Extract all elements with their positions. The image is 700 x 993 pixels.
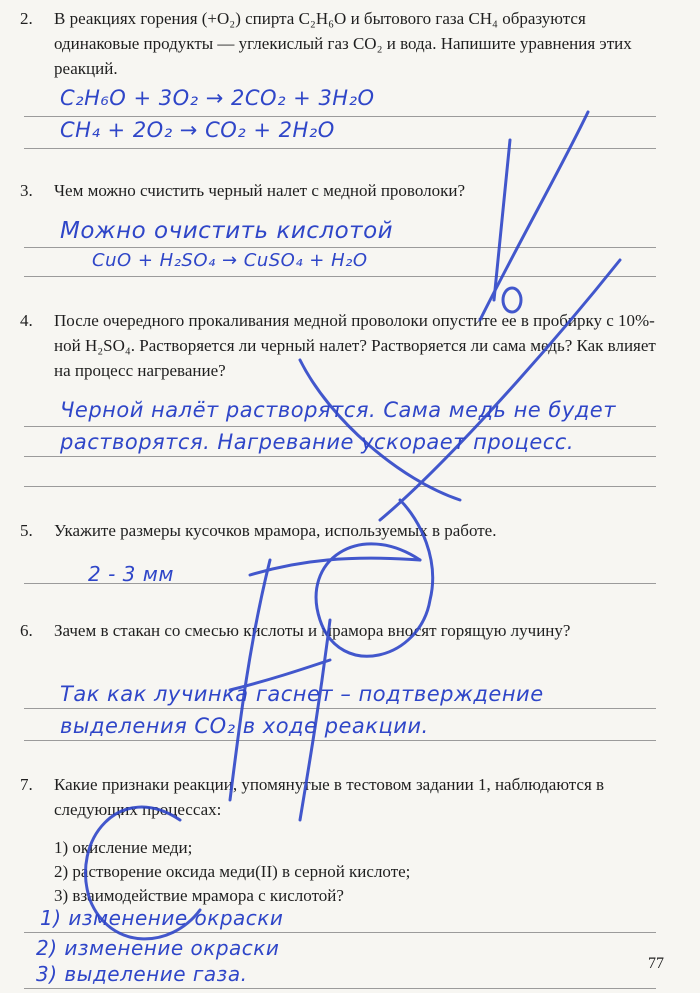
handwritten-answer: Так как лучинка гаснет – подтверждение: [60, 682, 544, 706]
question-4: [20, 308, 660, 383]
handwritten-answer: C₂H₆O + 3O₂ → 2CO₂ + 3H₂O: [60, 86, 375, 110]
answer-line: [24, 988, 656, 989]
handwritten-answer: 1) изменение окраски: [40, 906, 284, 930]
handwritten-answer: CuO + H₂SO₄ → CuSO₄ + H₂O: [92, 250, 368, 271]
answer-line: [24, 426, 656, 427]
option-item: 3) взаимодействие мрамора с кислотой?: [54, 886, 344, 905]
handwritten-answer: 2) изменение окраски: [36, 936, 280, 960]
question-number: 4.: [20, 311, 33, 330]
answer-line: [24, 932, 656, 933]
question-text: Зачем в стакан со смесью кислоты и мрамора вносят горящую лучину?: [54, 621, 571, 640]
question-number: 3.: [20, 181, 33, 200]
question-7: [20, 772, 660, 822]
question-2: [20, 6, 660, 81]
question-number: 5.: [20, 521, 33, 540]
answer-line: [24, 148, 656, 149]
question-number: 6.: [20, 621, 33, 640]
answer-line: [24, 276, 656, 277]
answer-line: [24, 486, 656, 487]
handwritten-answer: Можно очистить кислотой: [60, 218, 394, 244]
answer-line: [24, 456, 656, 457]
answer-line: [24, 740, 656, 741]
handwritten-answer: выделения CO₂ в ходе реакции.: [60, 714, 429, 738]
question-6: [20, 618, 660, 643]
option-item: 1) окисление меди;: [54, 838, 193, 857]
question-text: Какие признаки реакции, упомянутые в тестовом задании 1, наблюдаются в следующих процессах:: [54, 775, 605, 819]
handwritten-answer: Черной налёт растворятся. Сама медь не будет: [60, 398, 616, 422]
answer-line: [24, 583, 656, 584]
answer-line: [24, 247, 656, 248]
question-3: [20, 178, 660, 203]
handwritten-answer: растворятся. Нагревание ускорает процесс.: [60, 430, 575, 454]
answer-line: [24, 116, 656, 117]
question-text: В реакциях горения (+O₂) спирта C₂H₆O и бытового газа CH₄ образуются одинаковые продукты — углекислый газ CO₂ и вода. Напишите уравнения этих реакций.: [54, 9, 632, 78]
option-item: 2) растворение оксида меди(II) в серной кислоте;: [54, 862, 411, 881]
question-number: 7.: [20, 775, 33, 794]
question-number: 2.: [20, 9, 33, 28]
handwritten-answer: 3) выделение газа.: [36, 962, 248, 986]
question-text: После очередного прокаливания медной проволоки опустите ее в пробирку с 10%-ной H₂SO₄. Растворяется ли черный налет? Растворяется ли сама медь? Как влияет на процесс нагревание?: [54, 311, 656, 380]
answer-line: [24, 708, 656, 709]
question-5: [20, 518, 660, 543]
question-text: Чем можно счистить черный налет с медной проволоки?: [54, 181, 465, 200]
handwritten-answer: 2 - 3 мм: [88, 562, 174, 586]
question-text: Укажите размеры кусочков мрамора, используемых в работе.: [54, 521, 497, 540]
handwritten-answer: CH₄ + 2O₂ → CO₂ + 2H₂O: [60, 118, 335, 142]
page-number: 77: [648, 955, 664, 972]
